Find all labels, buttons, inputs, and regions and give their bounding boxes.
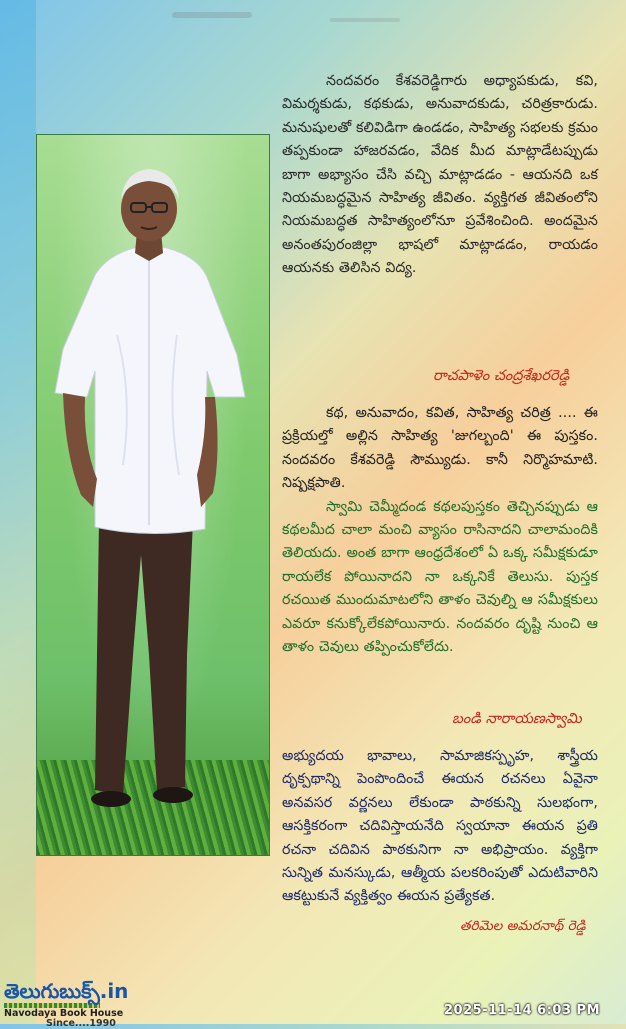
logo-title: తెలుగుబుక్స్.in [4,979,129,1003]
author-figure [37,135,269,855]
background-band [0,0,36,1024]
reviewer-signature-3: తరిమెల అమరనాథ్ రెడ్డి [460,918,586,934]
author-photo [36,134,270,856]
review-paragraph-1 [282,70,598,281]
review-text-1: నందవరం కేశవరెడ్డిగారు అధ్యాపకుడు, కవి, విమర్శకుడు, కథకుడు, అనువాదకుడు, చరిత్రకారుడు. మనుషులతో కలివిడిగా ఉండడం, సాహిత్య సభలకు క్రమం తప్పకుండా హాజరవడం, వేదిక మీద మాట్లాడేటప్పుడు బాగా అభ్యాసం చేసి వచ్చి మాట్లాడడం - ఆయనది ఒక నియమబద్ధమైన సాహిత్య జీవితం. వ్యక్తిగత జీవితంలోని నియమబద్ధత సాహిత్యంలోనూ ప్రవేశించింది. అందమైన అనంతపురంజిల్లా భాషలో మాట్లాడడం, రాయడం ఆయనకు తెలిసిన విద్య. [282,73,598,277]
scan-mark [172,12,252,18]
review-paragraph-3 [282,745,598,909]
reviewer-signature-2: బండి నారాయణస్వామి [452,711,582,727]
logo-subtitle: Navodaya Book House [4,1008,124,1019]
publisher-logo [4,980,130,1029]
reviewer-signature-1: రాచపాళెం చంద్రశేఖరరెడ్డి [433,368,570,384]
review-text-3: అభ్యుదయ భావాలు, సామాజికస్పృహ, శాస్త్రీయ దృక్పథాన్ని పెంపొందించే ఈయన రచనలు ఏవైనా అనవసర వర్ణనలు లేకుండా పాఠకున్ని సులభంగా, ఆసక్తికరంగా చదివిస్తాయనేది స్వయానా ఈయన ప్రతి రచనా చదివిన పాఠకునిగా నా అభిప్రాయం. వ్యక్తిగా సున్నిత మనస్కుడు, ఆత్మీయ పలకరింపుతో ఎదుటివారిని ఆకట్టుకునే వ్యక్తిత్వం ఈయన ప్రత్యేకత. [282,748,598,905]
review-text-2a: కథ, అనువాదం, కవిత, సాహిత్య చరిత్ర .... ఈ ప్రక్రియల్తో అల్లిన సాహిత్య 'జుగల్బంది' ఈ పుస్తకం. నందవరం కేశవరెడ్డి సౌమ్యుడు. కానీ నిర్మొహమాటి. నిష్పక్షపాతి. [282,405,598,492]
review-text-2b: స్వామి చెమ్మీదండ కథలపుస్తకం తెచ్చినప్పుడు ఆ కథలమీద చాలా మంచి వ్యాసం రాసినాదని చాలామందికి తెలియదు. అంత బాగా ఆంధ్రదేశంలో ఏ ఒక్క సమీక్షకుడూ రాయలేక పోయినాదని నా ఒక్కనికే తెలుసు. పుస్తక రచయిత ముందుమాటలోని తాళం చెవుల్ని ఆ సమీక్షకులు ఎవరూ కనుక్కోలేకపోయినారు. నందవరం దృష్టి నుంచి ఆ తాళం చెవులు తప్పించుకోలేదు. [282,498,598,656]
review-paragraph-2 [282,402,598,659]
scan-timestamp: 2025-11-14 6:03 PM [444,1003,601,1018]
logo-since: Since....1990 [46,1018,116,1029]
scan-mark [330,18,400,22]
